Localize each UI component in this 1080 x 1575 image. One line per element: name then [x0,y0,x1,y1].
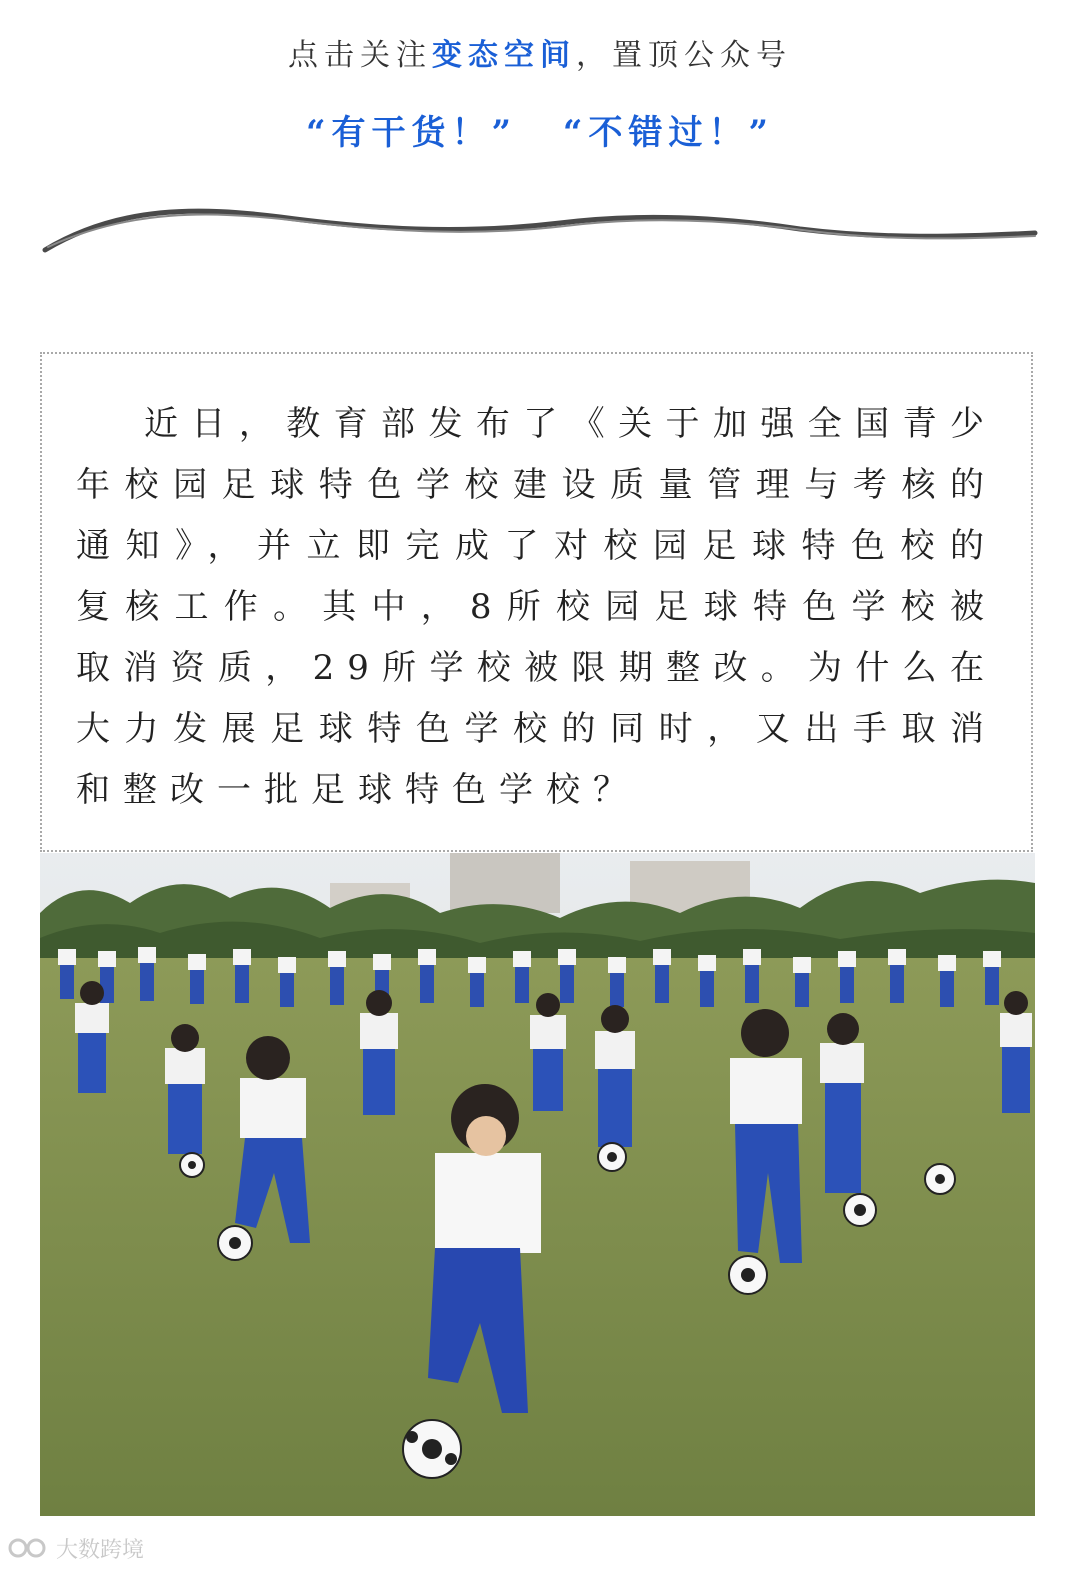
follow-prompt [0,30,1080,74]
wave-divider [40,195,1040,265]
logo-icon [8,1536,50,1560]
tagline [0,105,1080,154]
watermark-text: 大数跨境 [56,1537,145,1563]
tagline-2: “不错过！” [562,113,775,153]
photo-illustration [40,853,1035,1516]
intro-quote-box [40,352,1033,852]
brand-name-link[interactable]: 变态空间 [432,38,576,73]
follow-suffix: ，置顶公众号 [576,38,792,73]
watermark [8,1532,144,1564]
football-practice-photo [40,853,1035,1516]
intro-paragraph: 近日，教育部发布了《关于加强全国青少年校园足球特色学校建设质量管理与考核的通知》，并立即完成了对校园足球特色校的复核工作。其中，8所校园足球特色学校被取消资质，29所学校被限期整改。为什么在大力发展足球特色学校的同时，又出手取消和整改一批足球特色学校？ [76,404,997,810]
tagline-1: “有干货！” [305,113,518,153]
follow-prefix: 点击关注 [288,38,432,73]
